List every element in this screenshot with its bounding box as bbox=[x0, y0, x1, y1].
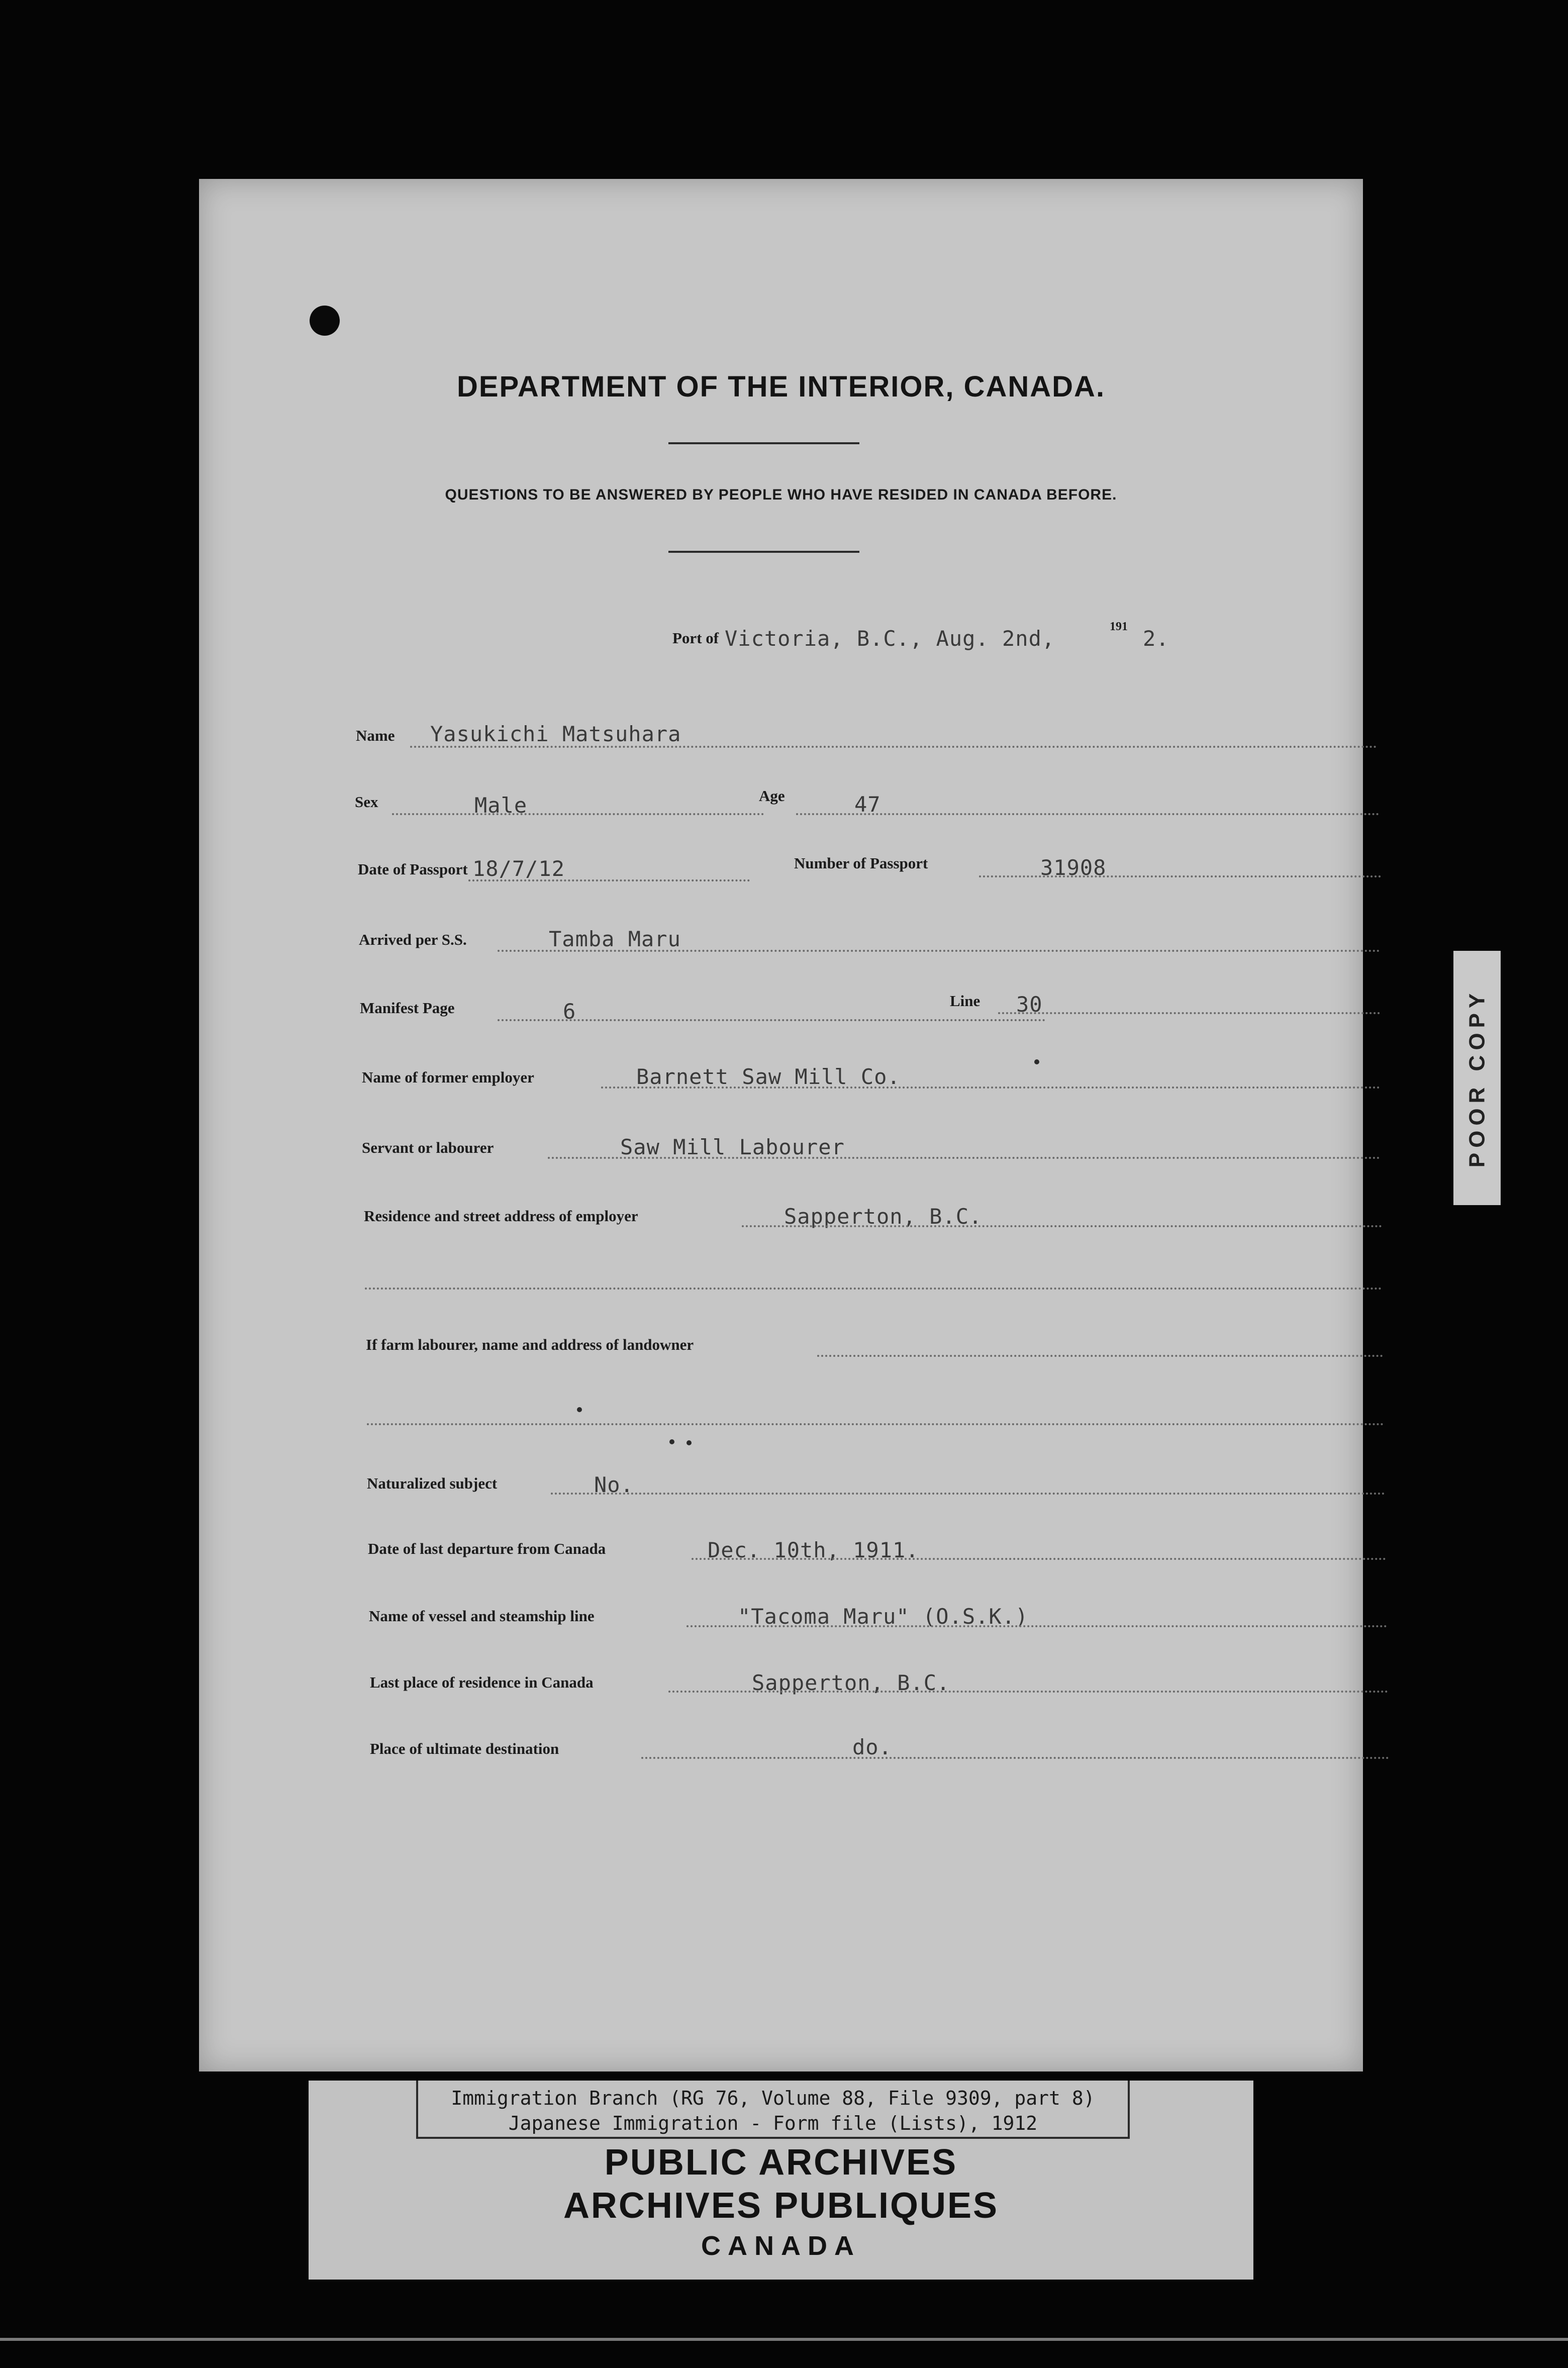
age-label: Age bbox=[759, 787, 785, 805]
ink-speck bbox=[1034, 1059, 1039, 1064]
punch-hole bbox=[310, 306, 340, 336]
film-edge bbox=[0, 2338, 1568, 2341]
sex-value: Male bbox=[474, 793, 528, 818]
former-employer-label: Name of former employer bbox=[362, 1068, 534, 1086]
port-label: Port of bbox=[672, 629, 719, 647]
employer-address-label: Residence and street address of employer bbox=[364, 1207, 638, 1225]
last-departure-value: Dec. 10th, 1911. bbox=[708, 1538, 919, 1562]
passport-date-value: 18/7/12 bbox=[472, 856, 565, 881]
last-residence-label: Last place of residence in Canada bbox=[370, 1673, 594, 1691]
farm-labourer-label: If farm labourer, name and address of landowner bbox=[366, 1336, 694, 1353]
farm-labourer-line bbox=[817, 1355, 1383, 1357]
name-value: Yasukichi Matsuhara bbox=[430, 722, 681, 746]
year-suffix: 2. bbox=[1143, 626, 1169, 651]
port-value: Victoria, B.C., Aug. 2nd, bbox=[725, 626, 1055, 651]
naturalized-label: Naturalized subject bbox=[367, 1474, 498, 1492]
arrived-label: Arrived per S.S. bbox=[359, 931, 467, 948]
vessel-line bbox=[687, 1625, 1387, 1627]
passport-number-line bbox=[979, 875, 1381, 877]
arrived-value: Tamba Maru bbox=[549, 927, 681, 951]
vessel-label: Name of vessel and steamship line bbox=[369, 1607, 595, 1625]
former-employer-value: Barnett Saw Mill Co. bbox=[636, 1064, 901, 1089]
reference-underline bbox=[416, 2137, 1130, 2139]
passport-date-line bbox=[468, 879, 750, 881]
age-line bbox=[796, 813, 1379, 815]
destination-line bbox=[641, 1757, 1389, 1759]
manifest-label: Manifest Page bbox=[360, 999, 455, 1017]
former-employer-line bbox=[601, 1087, 1380, 1089]
last-departure-line bbox=[692, 1558, 1386, 1560]
passport-date-label: Date of Passport bbox=[358, 860, 468, 878]
servant-line bbox=[548, 1157, 1380, 1159]
destination-value: do. bbox=[852, 1735, 892, 1759]
sex-label: Sex bbox=[355, 793, 378, 811]
naturalized-line bbox=[551, 1493, 1385, 1495]
archive-reference-line-1: Immigration Branch (RG 76, Volume 88, File 9309, part 8) bbox=[451, 2087, 1095, 2109]
last-residence-line bbox=[668, 1691, 1388, 1693]
poor-copy-text: POOR COPY bbox=[1464, 988, 1489, 1168]
archive-stamp bbox=[309, 2081, 1253, 2280]
name-label: Name bbox=[356, 727, 395, 744]
passport-number-value: 31908 bbox=[1040, 855, 1107, 880]
servant-label: Servant or labourer bbox=[362, 1139, 494, 1156]
arrived-line bbox=[498, 950, 1380, 952]
line-label: Line bbox=[950, 992, 981, 1010]
year-prefix: 191 bbox=[1110, 620, 1128, 633]
name-line bbox=[410, 746, 1377, 748]
employer-address-line-2 bbox=[365, 1288, 1382, 1290]
subtitle-divider bbox=[668, 551, 859, 553]
archive-country: CANADA bbox=[701, 2231, 861, 2261]
ink-speck bbox=[687, 1440, 692, 1445]
ink-speck bbox=[669, 1439, 674, 1444]
vessel-value: "Tacoma Maru" (O.S.K.) bbox=[738, 1604, 1029, 1629]
line-line bbox=[998, 1012, 1380, 1014]
form-subtitle: QUESTIONS TO BE ANSWERED BY PEOPLE WHO HAVE RESIDED IN CANADA BEFORE. bbox=[445, 486, 1117, 503]
form-title: DEPARTMENT OF THE INTERIOR, CANADA. bbox=[456, 370, 1106, 403]
line-value: 30 bbox=[1016, 992, 1043, 1017]
last-residence-value: Sapperton, B.C. bbox=[752, 1670, 950, 1695]
farm-labourer-line-2 bbox=[367, 1423, 1384, 1425]
form-sheet bbox=[199, 179, 1363, 2071]
manifest-line bbox=[498, 1019, 1045, 1021]
archive-reference-line-2: Japanese Immigration - Form file (Lists), 1912 bbox=[508, 2112, 1038, 2134]
servant-value: Saw Mill Labourer bbox=[620, 1135, 845, 1159]
destination-label: Place of ultimate destination bbox=[370, 1740, 559, 1757]
archive-reference bbox=[416, 2081, 1130, 2136]
sex-line bbox=[392, 813, 764, 815]
archive-name-fr: ARCHIVES PUBLIQUES bbox=[563, 2186, 999, 2226]
last-departure-label: Date of last departure from Canada bbox=[368, 1540, 606, 1557]
title-divider bbox=[668, 442, 859, 444]
ink-speck bbox=[577, 1407, 582, 1412]
poor-copy-label bbox=[1453, 951, 1501, 1205]
employer-address-value: Sapperton, B.C. bbox=[784, 1204, 983, 1229]
archive-name-en: PUBLIC ARCHIVES bbox=[604, 2142, 958, 2183]
manifest-value: 6 bbox=[563, 999, 576, 1024]
employer-address-line bbox=[742, 1225, 1382, 1227]
passport-number-label: Number of Passport bbox=[794, 854, 928, 872]
age-value: 47 bbox=[854, 792, 881, 817]
naturalized-value: No. bbox=[594, 1472, 634, 1497]
